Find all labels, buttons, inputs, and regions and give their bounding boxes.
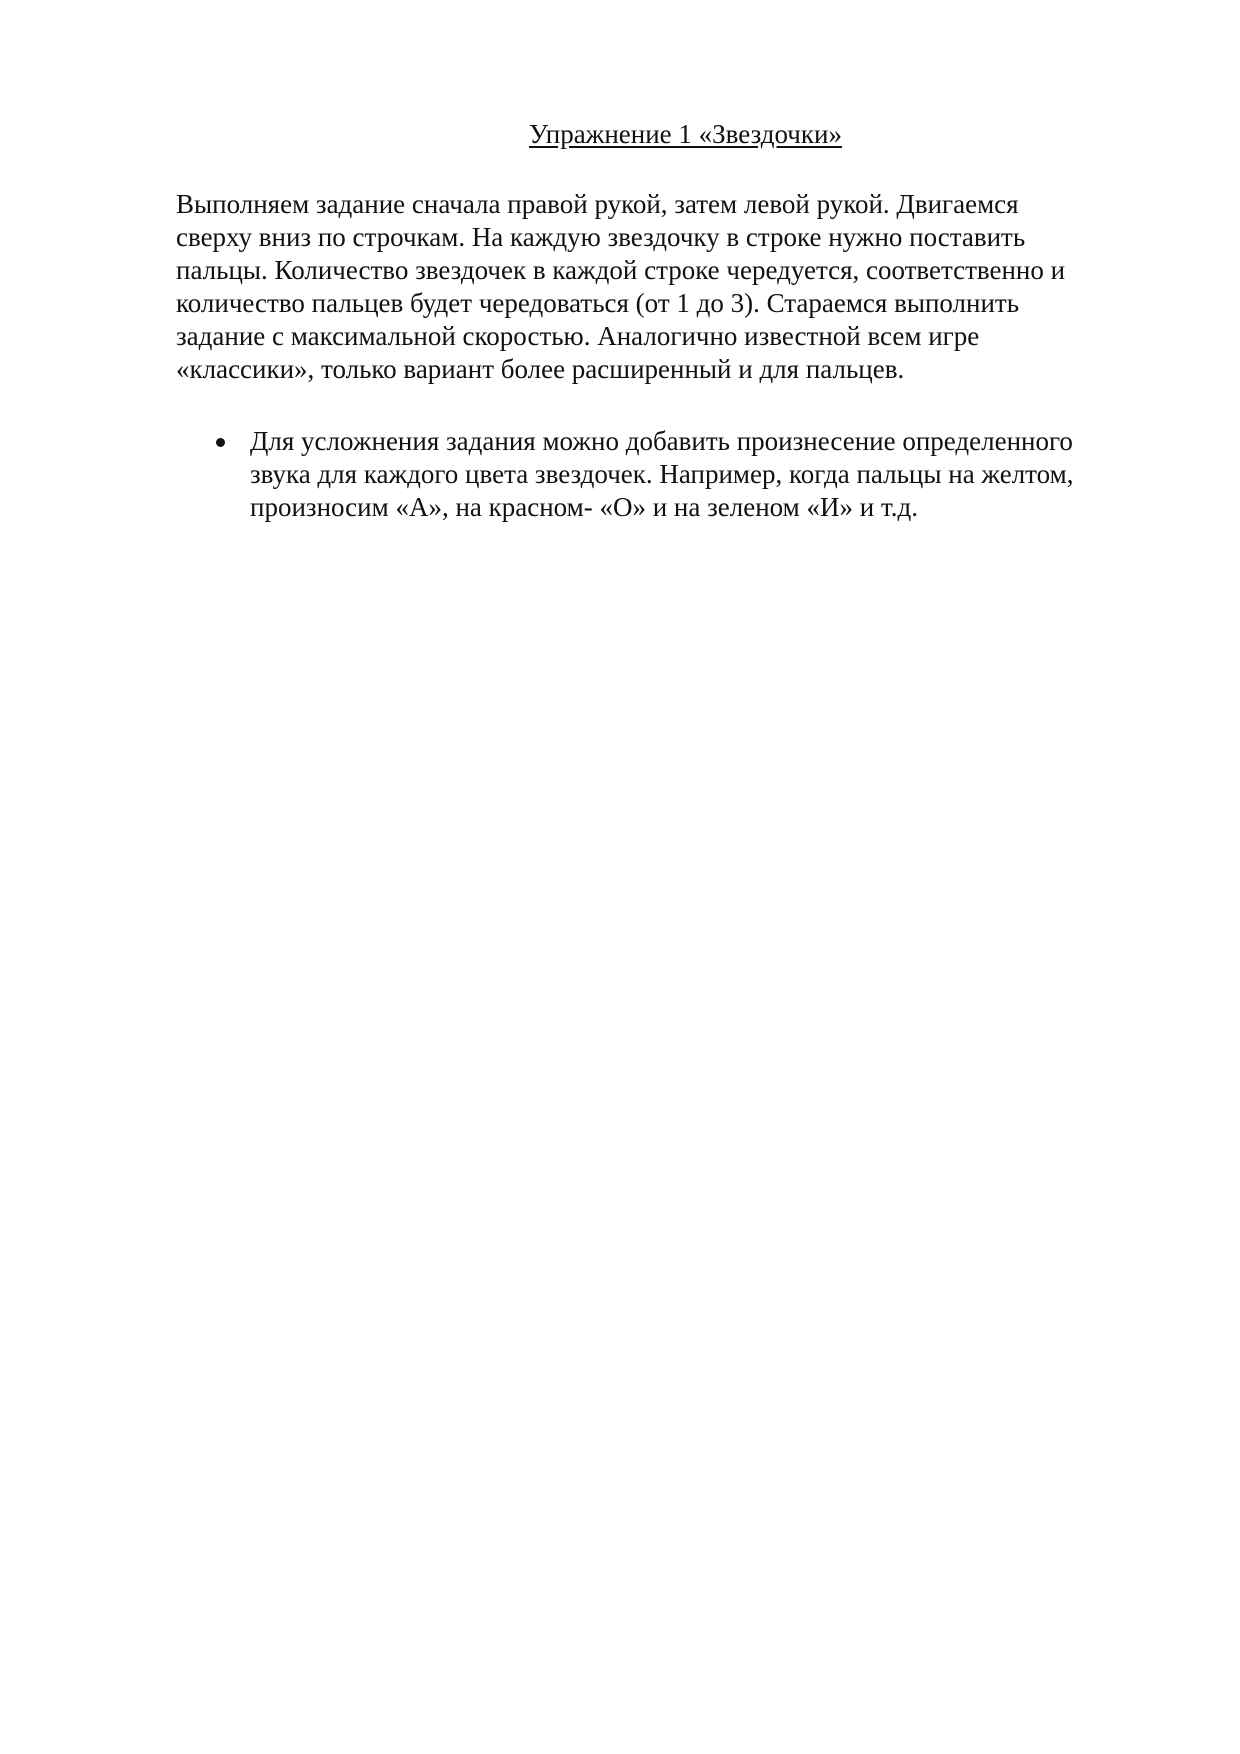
paragraph-line: задание с максимальной скоростью. Аналогично известной всем игре xyxy=(176,321,980,351)
bullet-line: Для усложнения задания можно добавить произнесение определенного xyxy=(250,426,1073,456)
list-item xyxy=(176,425,1176,524)
paragraph-line: Выполняем задание сначала правой рукой, затем левой рукой. Двигаемся xyxy=(176,189,1019,219)
bullet-line: звука для каждого цвета звездочек. Например, когда пальцы на желтом, xyxy=(250,459,1074,489)
instruction-paragraph xyxy=(176,188,1156,386)
bullet-list xyxy=(176,425,1176,524)
bullet-line: произносим «А», на красном- «О» и на зеленом «И» и т.д. xyxy=(250,492,918,522)
paragraph-line: «классики», только вариант более расширенный и для пальцев. xyxy=(176,354,905,384)
bullet-dot-icon xyxy=(216,438,225,447)
paragraph-line: количество пальцев будет чередоваться (от 1 до 3). Стараемся выполнить xyxy=(176,288,1020,318)
exercise-title: Упражнение 1 «Звездочки» xyxy=(529,119,842,149)
paragraph-line: сверху вниз по строчкам. На каждую звездочку в строке нужно поставить xyxy=(176,222,1026,252)
paragraph-line: пальцы. Количество звездочек в каждой строке чередуется, соответственно и xyxy=(176,255,1066,285)
